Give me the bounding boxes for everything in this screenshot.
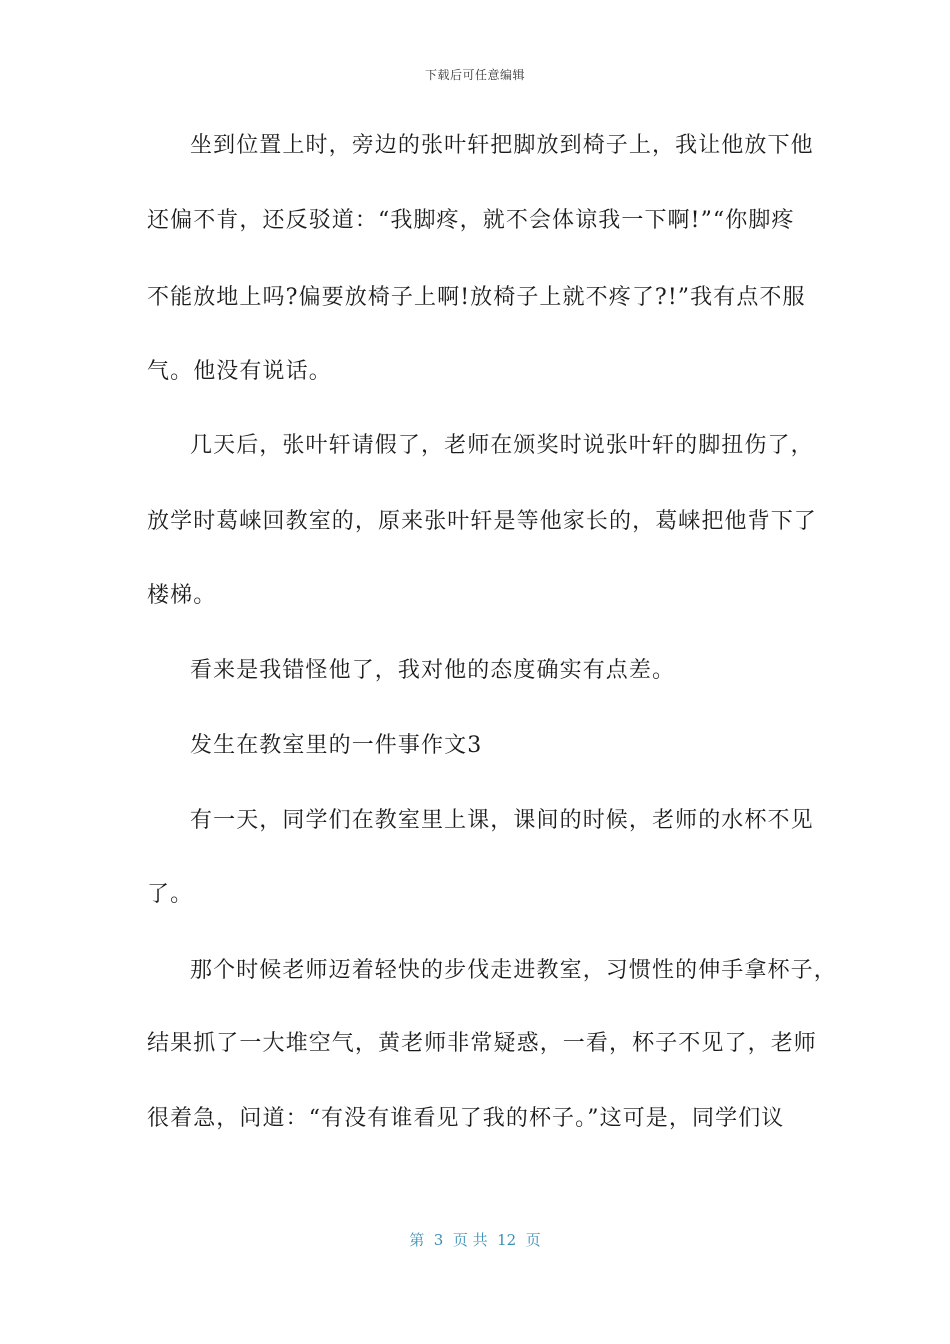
paragraph-line: 楼梯。 [147, 583, 217, 608]
paragraph-line: 有一天，同学们在教室里上课，课间的时候，老师的水杯不见 [190, 808, 814, 833]
paragraph-line: 还偏不肯，还反驳道：“我脚疼，就不会体谅我一下啊!”“你脚疼 [147, 208, 795, 233]
paragraph-line: 了。 [147, 882, 194, 907]
paragraph-line: 气。他没有说话。 [147, 359, 332, 384]
paragraph-line: 几天后，张叶轩请假了，老师在颁奖时说张叶轩的脚扭伤了， [190, 433, 814, 458]
page-number-footer: 第 3 页 共 12 页 [409, 1231, 541, 1249]
paragraph-line: 不能放地上吗?偏要放椅子上啊!放椅子上就不疼了?!”我有点不服 [147, 285, 806, 310]
paragraph-line: 看来是我错怪他了，我对他的态度确实有点差。 [190, 658, 676, 683]
paragraph-line: 那个时候老师迈着轻快的步伐走进教室，习惯性的伸手拿杯子， [190, 958, 837, 983]
paragraph-line: 结果抓了一大堆空气，黄老师非常疑惑，一看，杯子不见了，老师 [147, 1031, 817, 1056]
paragraph-line: 放学时葛崃回教室的，原来张叶轩是等他家长的，葛崃把他背下了 [147, 509, 817, 534]
page-header: 下载后可任意编辑 [424, 68, 525, 82]
section-title: 发生在教室里的一件事作文3 [190, 733, 483, 758]
paragraph-line: 坐到位置上时，旁边的张叶轩把脚放到椅子上，我让他放下他 [190, 133, 814, 158]
paragraph-line: 很着急，问道：“有没有谁看见了我的杯子。”这可是，同学们议 [147, 1106, 785, 1131]
